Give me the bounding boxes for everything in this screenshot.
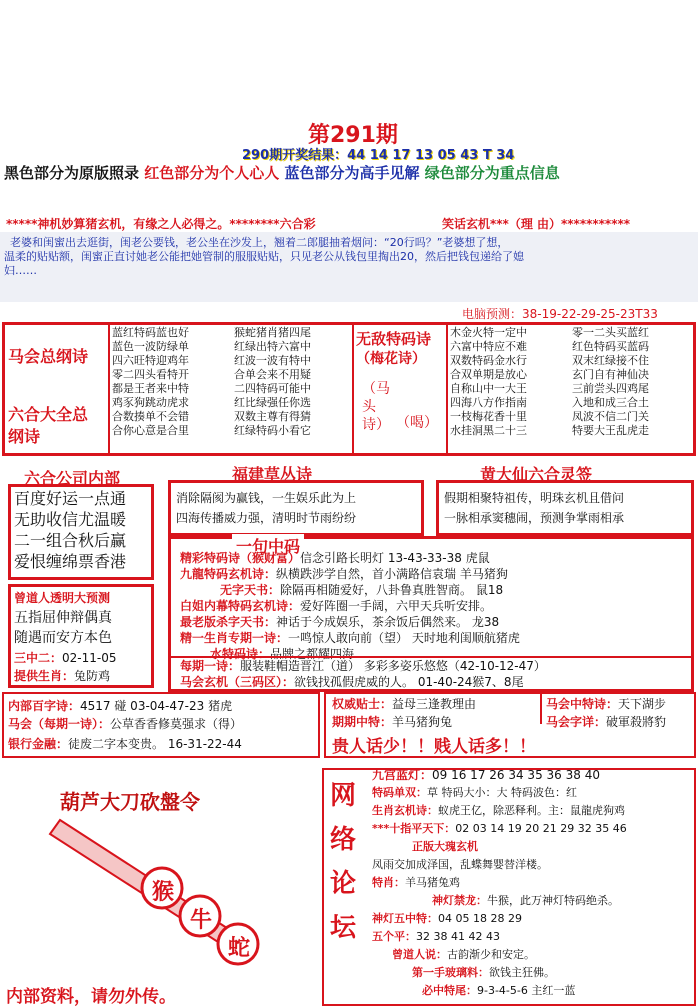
row-text: 一鸣惊人敢向前（望） 天时地利闺顺航猪虎 xyxy=(288,631,520,645)
poem-line: 三前尝头四鸡尾 xyxy=(572,382,649,395)
center-poem-sub: （梅花诗） xyxy=(356,351,426,367)
story-heading-right: 笑话玄机***（理 由）*********** xyxy=(442,217,631,231)
forum-row xyxy=(372,820,692,838)
color-legend xyxy=(4,163,560,183)
company-line: 无助收信尤温暖 xyxy=(14,510,127,529)
provider xyxy=(14,668,110,684)
mahui-qianzhu-row xyxy=(546,714,666,730)
company-lines xyxy=(14,488,126,572)
computer-prediction: 电脑预测：38-19-22-29-25-23T33 xyxy=(462,307,658,321)
row-label: 必中特尾： xyxy=(422,984,477,997)
poem-line: 零一二头买蓝红 xyxy=(572,326,649,339)
poem-line: 凤波不信二门关 xyxy=(572,410,649,423)
forum-title-char: 网 xyxy=(330,781,357,811)
issue-title: 第291期 xyxy=(308,123,398,148)
one-sentence-row xyxy=(180,566,690,582)
row-text: 32 38 41 42 43 xyxy=(416,930,500,943)
huangdaxian-line-2: 一脉相承窦穗闹，预测争掌雨相承 xyxy=(444,511,625,525)
label: 三中二： xyxy=(14,651,63,665)
legend-red: 红色部分为个人心人 xyxy=(144,164,280,182)
jiufang-row xyxy=(372,766,600,783)
forum-rows xyxy=(372,784,692,1000)
poem-line: 二四特码可能中 xyxy=(234,382,311,395)
label: 提供生肖： xyxy=(14,669,75,683)
forum-row xyxy=(372,856,692,874)
poem-line: 蓝色一波防绿单 xyxy=(112,340,189,353)
zengdaoren-line: 随遇而安方本色 xyxy=(14,630,112,646)
poem-line: 蓝红特码蓝也好 xyxy=(112,326,189,339)
row-text: 草 特码大小：大 特码波色：红 xyxy=(427,786,577,799)
quanwei-divider xyxy=(540,694,542,724)
bank-row xyxy=(8,736,242,752)
poem-divider-2 xyxy=(352,324,354,454)
row-label: 神灯禁龙： xyxy=(432,894,487,907)
poem-line: 四海八方作指南 xyxy=(450,396,527,409)
row-text: 羊马猪兔鸡 xyxy=(405,876,460,889)
row-label: 每期一诗： xyxy=(180,659,241,673)
poem-left-title-1: 马会总纲诗 xyxy=(8,347,89,366)
zengdaoren-title: 曾道人透明大预测 xyxy=(14,591,111,605)
label: 马会字详： xyxy=(546,715,607,729)
poem-line: 合数揍单不会错 xyxy=(112,410,189,423)
qiqi-row xyxy=(332,714,452,730)
row-label: 曾道人说： xyxy=(392,948,447,961)
mahui-row xyxy=(180,674,690,690)
forum-title-char: 络 xyxy=(330,825,357,855)
row-label: 特码单双： xyxy=(372,786,427,799)
value: 徒废二字本变贵。 16-31-22-44 xyxy=(68,737,242,751)
forum-title-char: 论 xyxy=(330,869,357,899)
row-text: 古韵渐少和安定。 xyxy=(447,948,535,961)
row-label: 最老版杀字天书： xyxy=(180,615,277,629)
poem-divider-3 xyxy=(446,324,448,454)
legend-green: 绿色部分为重点信息 xyxy=(424,164,560,182)
poem-line: 水挂洞黑二十三 xyxy=(450,424,527,437)
value: 破軍殺將豹 xyxy=(606,715,667,729)
row-label: 精彩特码诗（猴财富） xyxy=(180,551,301,565)
forum-row xyxy=(372,838,692,856)
poem-line: 玄门自有神仙决 xyxy=(572,368,649,381)
forum-row xyxy=(372,892,692,910)
row-label: 第一手玻璃料： xyxy=(412,966,489,979)
poem-line: 红比绿强任你选 xyxy=(234,396,311,409)
row-label: 水特码诗： xyxy=(210,647,271,661)
mahui-zhongte-row xyxy=(546,696,666,712)
label: 内部百字诗： xyxy=(8,699,81,713)
one-sentence-title: 一句中码 xyxy=(232,534,304,557)
row-text: 牛猴，此万神灯特码绝杀。 xyxy=(487,894,619,907)
row-label: 生肖玄机诗： xyxy=(372,804,438,817)
mahui-row xyxy=(180,658,690,674)
poem-line: 特要大王乱虎走 xyxy=(572,424,649,437)
poem-line: 双末红绿接不住 xyxy=(572,354,649,367)
fujian-title: 福建草丛诗 xyxy=(232,465,313,484)
company-line: 爱恨缠绵票香港 xyxy=(14,552,127,571)
row-label: 白姐内幕特码玄机诗： xyxy=(180,599,301,613)
label: 马会中特诗： xyxy=(546,697,619,711)
sword-bead-1: 猴 xyxy=(152,880,175,905)
forum-row xyxy=(372,784,692,802)
row-label: 特肖： xyxy=(372,876,405,889)
poem-line: 都是王者来中特 xyxy=(112,382,189,395)
label: 九宫蓝灯： xyxy=(372,768,433,782)
mahui-rows xyxy=(180,658,690,690)
row-text: 蚁虎王亿，除恶释利。主：鼠龍虎狗鸡 xyxy=(438,804,625,817)
fujian-line-1: 消除隔阂为赢钱，一生娱乐此为上 xyxy=(176,491,357,505)
center-poem-v1: （马头诗） xyxy=(362,381,390,433)
quanwei-row xyxy=(332,696,476,712)
value: 09 16 17 26 34 35 36 38 40 xyxy=(432,768,600,782)
company-line: 二一组合秋后赢 xyxy=(14,531,127,550)
poem-line: 鸡豕狗跳动虎求 xyxy=(112,396,189,409)
center-poem-title: 无敌特码诗 xyxy=(356,330,432,348)
row-text: 02 03 14 19 20 21 29 32 35 46 xyxy=(455,822,627,835)
one-sentence-rows xyxy=(180,550,690,662)
value: 4517 碰 03-04-47-23 猪虎 xyxy=(80,699,233,713)
company-line: 百度好运一点通 xyxy=(14,489,127,508)
san-zhong-er xyxy=(14,650,116,666)
row-text: 9-3-4-5-6 主红一蓝 xyxy=(477,984,576,997)
row-text: 品牌之都耀四海 xyxy=(270,647,355,661)
story-line-1: 老婆和闺蜜出去逛街，闺老公要钱，老公坐在沙发上，翘着二郎腿抽着烟问：“20行吗？”老婆想了想， xyxy=(10,236,509,249)
forum-row xyxy=(372,910,692,928)
row-text: 凤雨交加成泽国，乱蝶舞婴替洋楼。 xyxy=(372,858,548,871)
poem-col-3 xyxy=(450,326,568,438)
center-poem-v2: （喝） xyxy=(396,415,438,431)
legend-blue: 蓝色部分为高手见解 xyxy=(284,164,420,182)
row-label: 马会玄机（三码区）： xyxy=(180,675,295,689)
forum-row xyxy=(372,874,692,892)
legend-black: 黑色部分为原版照录 xyxy=(4,164,140,182)
row-label: 无字天书： xyxy=(220,583,281,597)
neibu-row xyxy=(8,698,232,714)
label: 权威贴士： xyxy=(332,697,393,711)
story-line-3: 妇…… xyxy=(4,264,37,277)
one-sentence-row xyxy=(180,582,690,598)
forum-title xyxy=(330,774,362,950)
one-sentence-row xyxy=(180,598,690,614)
poem-line: 一枝梅花香十里 xyxy=(450,410,527,423)
row-text: 神话于今成娱乐，茶余饭后偶然来。 龙38 xyxy=(276,615,500,629)
poem-line: 双数特码金水行 xyxy=(450,354,527,367)
poem-divider-1 xyxy=(108,324,110,454)
one-sentence-row xyxy=(180,550,690,566)
poem-line: 合你心意是合里 xyxy=(112,424,189,437)
value: 兔防鸡 xyxy=(74,669,111,683)
sword-bead-3: 蛇 xyxy=(228,936,251,961)
row-text: 04 05 18 28 29 xyxy=(438,912,522,925)
story-line-2: 温柔的贴贴额，闺蜜正直讨她老公能把她管制的服服贴贴，只见老公从钱包里掏出20，然后把钱包递给了媳 xyxy=(4,250,524,263)
poem-line: 四六旺特迎鸡年 xyxy=(112,354,189,367)
poem-col-2 xyxy=(234,326,352,438)
forum-row xyxy=(372,946,692,964)
fujian-box xyxy=(168,480,424,536)
row-text: 爱好阵圈一手阔，六甲天兵听安排。 xyxy=(300,599,493,613)
poem-line: 合单会来不用疑 xyxy=(234,368,311,381)
poem-left-title-2: 六合大全总纲诗 xyxy=(8,405,89,446)
story-heading-left: *****神机妙算猪玄机，有缘之人必得之。********六合彩 xyxy=(6,217,316,231)
sword-footer: 内部资料，请勿外传。 xyxy=(6,987,176,1007)
row-label: 九龍特码玄机诗： xyxy=(180,567,277,581)
huangdaxian-box xyxy=(436,480,694,536)
sword-bead-2: 牛 xyxy=(190,908,213,933)
row-label: 精一生肖专期一诗： xyxy=(180,631,289,645)
poem-line: 红波一波有特中 xyxy=(234,354,311,367)
row-text: 纵横跌涉学自然，首小满路信袁瑞 羊马猪狗 xyxy=(276,567,508,581)
row-label: 神灯五中特： xyxy=(372,912,438,925)
forum-row xyxy=(372,982,692,1000)
forum-row xyxy=(372,964,692,982)
huangdaxian-line-1: 假期相聚特祖传，明珠玄机且借问 xyxy=(444,491,625,505)
value: 公草香香修莫强求（得） xyxy=(110,717,243,731)
slogan: 贵人话少！！贱人话多！！ xyxy=(332,737,536,757)
value: 羊马猪狗兔 xyxy=(392,715,453,729)
poem-col-4 xyxy=(572,326,692,438)
forum-row xyxy=(372,928,692,946)
mahui-poem-row xyxy=(8,716,242,732)
row-text: 除隔再相随爱好，八卦鲁真胜智商。 鼠18 xyxy=(280,583,504,597)
forum-title-char: 坛 xyxy=(330,913,357,943)
row-text: 信念引路长明灯 13-43-33-38 虎鼠 xyxy=(300,551,490,565)
value: 02-11-05 xyxy=(62,651,117,665)
poem-line: 木金火特一定中 xyxy=(450,326,527,339)
value: 益母三逢教理由 xyxy=(392,697,477,711)
poem-line: 红色特码买蓝码 xyxy=(572,340,649,353)
row-text: 欲钱找孤假虎威的人。 01-40-24猴7、8尾 xyxy=(294,675,524,689)
row-label: 正版大瑰玄机 xyxy=(412,840,478,853)
poem-line: 红绿出特六富中 xyxy=(234,340,311,353)
row-text: 欲钱主狂佛。 xyxy=(489,966,555,979)
poem-col-1 xyxy=(112,326,234,438)
poem-line: 零二四头看特开 xyxy=(112,368,189,381)
poem-line: 双数主尊有得猜 xyxy=(234,410,311,423)
poem-line: 红绿特码小看它 xyxy=(234,424,311,437)
label: 期期中特： xyxy=(332,715,393,729)
row-text: 服装鞋帽造晋江（道） 多彩多姿乐悠悠（42-10-12-47） xyxy=(240,659,546,673)
poem-line: 猴蛇猪肖猪四尾 xyxy=(234,326,311,339)
poem-line: 入地和成三合土 xyxy=(572,396,649,409)
huangdaxian-title: 黄大仙六合灵签 xyxy=(480,465,593,484)
forum-row xyxy=(372,802,692,820)
poem-line: 合双单期是放心 xyxy=(450,368,527,381)
one-sentence-row xyxy=(180,614,690,630)
label: 马会（每期一诗）： xyxy=(8,717,111,731)
left-company-title: 六合公司内部 xyxy=(24,469,121,488)
fujian-line-2: 四海传播威力强，清明时节雨纷纷 xyxy=(176,511,357,525)
value: 天下湖步 xyxy=(618,697,667,711)
sword-title: 葫芦大刀砍盤令 xyxy=(60,790,200,814)
one-sentence-row xyxy=(180,630,690,646)
zengdaoren-lines xyxy=(14,608,112,648)
label: 银行金融： xyxy=(8,737,69,751)
poem-line: 自称山中一大王 xyxy=(450,382,527,395)
result-line: 290期开奖结果：44 14 17 13 05 43 T 34 xyxy=(242,148,515,163)
poem-line: 六富中特应不难 xyxy=(450,340,527,353)
row-label: ***十指平天下： xyxy=(372,822,456,835)
row-label: 五个平： xyxy=(372,930,416,943)
zengdaoren-line: 五指屈伸辩偶真 xyxy=(14,610,112,626)
